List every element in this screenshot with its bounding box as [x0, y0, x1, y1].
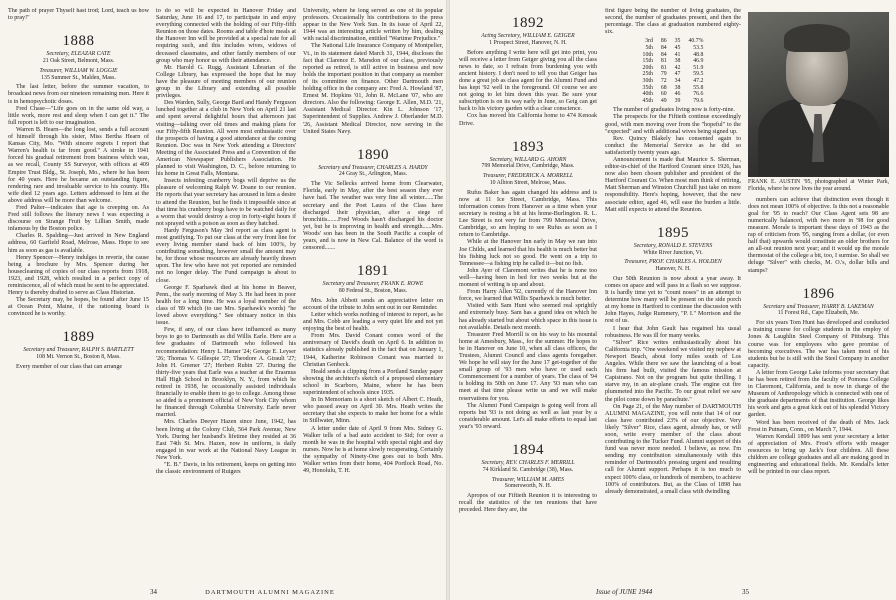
- class-treasurer: Treasurer, WILLIAM M. AMES: [491, 476, 565, 483]
- class-year-heading: 1894: [512, 442, 544, 458]
- table-row: [639, 45, 708, 52]
- class-treasurer-address: Hanover, N. H.: [655, 266, 691, 273]
- class-secretary: Secretary, ELEAZAR CATE: [46, 51, 111, 58]
- table-cell: 60: [660, 91, 667, 98]
- class-secretary: Secretary, REV. CHARLES F. MERRILL: [481, 460, 575, 466]
- table-cell: 41: [674, 51, 681, 58]
- table-cell: 59.5: [693, 71, 704, 78]
- table-cell: 47.2: [693, 77, 704, 84]
- body-paragraph: From Mrs. David Conant comes word of the anniversary of David's death on April 6. In addition to statistics already published in the fact that on January 1, 1944, Katherine Robinson Conant was married to Christian Genbeck.: [303, 333, 443, 368]
- body-paragraph: Mrs. John Abbott sends an appreciative letter on account of the tribute to John sent out in our Reminder.: [303, 297, 443, 311]
- table-cell: 34: [674, 77, 681, 84]
- table-cell: 81: [660, 64, 667, 71]
- table-cell: 68: [660, 84, 667, 91]
- body-paragraph: Our 50th Reunion is now about a year away. It comes on apace and will pass in a flash so we suppose. It is hardly time yet to "count noses" in an attempt to determine how many will be present on the side porch at my home in Hartford to continue the discussion with John Hayes, Judge Rummery, "P. I." Morrison and the rest of us.: [605, 275, 741, 325]
- class-secretary-address: 80 Federal St., Boston, Mass.: [338, 288, 408, 295]
- class-secretary: Acting Secretary, WILLIAM E. GEIGER: [481, 33, 575, 39]
- table-cell: 40th: [642, 91, 653, 98]
- body-paragraph: Apropos of our Fiftieth Reunion it is interesting to recall the statistics of the ten reunions that have preceded. Here they are, the: [459, 493, 597, 514]
- body-paragraph: The prospects for the Fiftieth continue exceedingly good, with men moving over from the "hopeful" to the "expected" and with additional wives being signed up.: [605, 114, 741, 135]
- class-secretary-address: White River Junction, Vt.: [643, 249, 703, 256]
- body-paragraph: Announcement is made that Maurice S. Sherman, editor-in-chief of the Hartford Courant since 1926, has now also been chosen publisher and president of the Hartford Courant Co. When most men think of retiring, Matt Sherman and Winston Churchill just take on more responsibility. Here's hoping, however, that the new associate editor, aged 46, will ease the burden a little. Matt still expects to attend the Reunion.: [605, 156, 741, 213]
- class-secretary: Secretary, WILLARD G. AHORN: [489, 156, 567, 163]
- table-cell: 51.9: [693, 64, 704, 71]
- body-paragraph: Hardy Ferguson's May 3rd report as class agent is most gratifying. To put our class at the very front line for every living member stand back of him 100%, by contributing something, however small the amount may be, for those whose resources are already heavily drawn upon. The few who have not yet reported are reminded not no longer delay. The Fund campaign is about to close.: [156, 227, 296, 284]
- issue-label: Issue of JUNE 1944: [596, 588, 653, 596]
- body-paragraph: numbers can achieve that distinction even though it does not mean 100% of objective. Is this not a reasonable goal for '95 to reach? Our Class Agent sets 98 are numerically balanced, with two more in '98 for good measure. Morale is important these days of 1943 as the rap of criticism from '95, ranging from a dollar, (or even half that) upwards would constitute an older brothers for an all-out reunion next year; and it would up the morale thermostat of the college a bit, too, I surmise. So shall we deluge "Silver" with checks, M. O.'s, dollar bills and stamps?: [748, 196, 889, 274]
- body-paragraph: Cox has moved his California home to 474 Kenoak Drive.: [459, 113, 597, 127]
- left-page: [0, 0, 446, 600]
- table-cell: 20th: [642, 64, 653, 71]
- table-cell: 79: [660, 71, 667, 78]
- class-treasurer: Treasurer, PROF. CHARLES A. HOLDEN: [624, 259, 722, 266]
- body-paragraph: Rev. Quincy Blakely has consented again to conduct the Memorial Service as he did so satisfactorily twenty years ago.: [605, 135, 741, 156]
- class-secretary-address: 108 Mt. Vernon St., Boston 8, Mass.: [36, 354, 121, 361]
- table-cell: 53.5: [693, 44, 704, 51]
- right-column-3: [748, 8, 889, 583]
- body-paragraph: Treasurer Fred Morrill is on his way to his mountal home at Amesbury, Mass., for the summer. He hopes to be in Hanover on June 10, when all class officers, the Trustees, Alumni Council and class agents foregather. We hope he will stay for the June 17 get-together of the small group of '93 men who have or used each Commencement for a number of years. The class of '94 is holding its 50th on June 17. Any '93 man who can meet at that time please write us and we will make reservations for you.: [459, 331, 597, 402]
- class-year-heading: 1889: [62, 329, 95, 346]
- portrait-photo: [748, 12, 889, 177]
- class-treasurer-address: 10 Albion Street, Melrose, Mass.: [489, 180, 567, 187]
- table-row: [639, 65, 708, 72]
- table-row: [639, 85, 708, 92]
- photo-caption: FRANK E. AUSTIN '95, photographed at Winter Park, Florida, where he now lives the year around.: [748, 179, 889, 192]
- page-number: 34: [150, 588, 157, 596]
- class-secretary-address: 1 Prospect Street, Hanover, N. H.: [489, 39, 567, 46]
- body-paragraph: I hear that John Gault has regained his usual robustness. He was ill for many weeks.: [605, 325, 741, 339]
- table-cell: 30th: [642, 77, 653, 84]
- body-paragraph: The Alumni Fund Campaign is going well from all reports but '93 is not doing as well as last year by a considerable amount. Let's all make efforts to equal last year's '93 reward.: [459, 402, 597, 430]
- table-cell: 45th: [642, 97, 653, 104]
- body-paragraph: A letter from George Lake informs your secretary that he has been retired from the faculty of Pomona College in Claremont, California, and is now in charge of the Museum of Anthropology which is connected with one of the graduate departments of that institution. George likes his work and gets a great kick out of his splendid Victory garden.: [748, 369, 889, 419]
- page-number: 35: [742, 588, 749, 596]
- table-cell: 15th: [642, 58, 653, 65]
- class-year-heading: 1888: [62, 33, 95, 50]
- table-cell: 55.8: [693, 84, 704, 91]
- body-paragraph: Charles R. Spalding—Just arrived in New England address, 60 Garfield Road, Melrose, Mass. Hope to see him as soon as gas is available.: [8, 233, 149, 254]
- class-treasurer: Treasurer, WILLIAM W. LOGGIE: [39, 67, 118, 74]
- class-secretary-address: 74 Kirkland St. Cambridge (38), Mass.: [482, 466, 574, 473]
- table-cell: 72: [660, 77, 667, 84]
- body-paragraph: Fred Palter—indicates that age is creeping on. As Fred still follows the literary news I was expecting a discourse on Strange Fruit by Lillian Smith, made infamous by the Boston police.: [8, 204, 149, 233]
- body-paragraph: University, where he long served as one of its popular professors. Occasionally his contributions to the press appear in the New York Sun. In its issue of April 22, 1944 was an interesting article written by him, dealing with racial discrimination, entitled "Wartime Prejudice.": [303, 8, 443, 43]
- class-secretary-address: 799 Memorial Drive, Cambridge, Mass.: [481, 163, 575, 170]
- body-paragraph: Fred Chase—"Life goes on in the same old way, a little work, more rest and sleep when I can get it." The full report is left to our imagination.: [8, 105, 149, 126]
- body-paragraph: John Ayer of Claremont writes that he is none too well—having been in bed for two weeks but at the moment of writing is up and about.: [459, 267, 597, 289]
- table-cell: 40.7%: [688, 38, 704, 45]
- body-paragraph: The Vic Sellecks arrived home from Clearwater, Florida, early in May, after the best season they ever have had. The weather was very fine all winter......The secretary and the Poet Laura of the Class have discharged their physician, after a siege of bronchitis.......Fred Woods hasn't discharged his doctor yet, but he is improving in health and strength......Mrs. Woods' son has been in the South Pacific a couple of years, and is now in New Cal. Balance of the word is censored.......: [303, 181, 443, 252]
- table-cell: 5th: [645, 44, 653, 51]
- class-secretary-address: 24 Gray St., Arlington, Mass.: [338, 171, 408, 178]
- class-year-heading: 1895: [657, 224, 689, 241]
- class-secretary-address: 11 Forest Rd., Cape Elizabeth, Me.: [777, 310, 860, 317]
- class-year-heading: 1896: [802, 285, 835, 302]
- body-paragraph: Before anything I write here will get into print, you will receive a letter from Geiger giving you all the class news to date, so I refrain from burdening you with ancient history. I don't need to tell you that Geiger has done a great job as class agent for the Alumni Fund and has kept '92 well in the foreground. Of course we are not going to let him down this year. Be sure your subscription is on its way early in June, so Geig can get back to his victory garden with a clear conscience.: [459, 49, 597, 113]
- body-paragraph: Letter which works nothing of interest to report, as he and Mrs. Cobb are leading a very quiet life and not yet enjoying the best of health.: [303, 312, 443, 333]
- body-paragraph: Rufus Baker has again changed his address and is now at 11 Ice Street, Cambridge, Mass. This information comes from Hanover as a time when your secretary is resting a bit at his home-Burlington. R. L. Lee Street is not very far from 799 Memorial Drive, Cambridge, so am hoping to see Rufus as soon as I return to Cambridge.: [459, 189, 597, 239]
- class-year-heading: 1891: [357, 263, 389, 280]
- table-row: [639, 71, 708, 78]
- body-paragraph: Des Warden, Sully, George Bard and Handy Ferguson lunched together at a club in New York on April 21 last and spent several delightful hours that afternoon just visiting—talking over old times and making plans for our Fifty-fifth Reunion. All were most enthusiastic over the prospects of having a good attendance at the coming Reunion. Doc was in New York attending a Directors' Meeting of the Associated Press and a Convention of the American Newspaper Publishers Association. He planned to visit Washington, D. C., before returning to his home in Great Falls, Montana.: [156, 100, 296, 178]
- class-treasurer-address: Somersworth, N. H.: [504, 483, 552, 490]
- body-paragraph: While at the Hanover Inn early in May we ran into Joe Childs, and learned that his health is much better but his fishing luck not so good. He went on a trip to Tennessee—a fishing trip he called it—but no fish.: [459, 239, 597, 267]
- table-row: [639, 38, 708, 45]
- class-secretary: Secretary and Treasurer, CHARLES A. HARDY: [318, 164, 428, 171]
- table-row: [639, 91, 708, 98]
- body-paragraph: George F. Sparhawk died at his home in Beaver, Penn., the early morning of May 3. He had been in poor health for a long time. He was a loyal member of the class of '89 which (to use Mrs. Sparhawk's words) "he loved above everything." See obituary notice in this issue.: [156, 284, 296, 327]
- class-treasurer-address: 135 Summer St., Malden, Mass.: [41, 74, 116, 81]
- body-paragraph: Warren B. Hearn—the long lost, sends a full account of himself through his sister, Miss Bertha Hearn of Kansas City, Mo. "With sincere regrets I report that Warren's health is far from good." A stroke in 1941 forced his gradual retirement from business which was, as we recall, County SS Surveyor, with offices at 409 Empire Trust Bldg., St. Joseph, Mo., where he has been for 40 years. Here he became an outstanding figure, rendering rare and invaluable service to his county. His wife died 12 years ago. Letters addressed to him at the above address will be more than welcome.: [8, 126, 149, 204]
- table-cell: 46.9: [693, 58, 704, 65]
- class-secretary: Secretary and Treasurer, FRANK E. ROWE: [322, 281, 424, 288]
- body-paragraph: Mr. Harold G. Rugg, Assistant Librarian of the College Library, has expressed the hope that he may have the pleasure of meeting members of our reunion group in the Library and extending all possible privileges.: [156, 64, 296, 100]
- class-year-heading: 1890: [357, 146, 389, 163]
- table-cell: 38: [674, 84, 681, 91]
- body-paragraph: Henry Spencer—Henry indulges in reverie, the cause being a brochure by Mrs. Spencer during her housecleaning of copies of our class reports from 1918, 1923, and 1928, which resulted in a perfect copy of reminiscence, all of which must be sent to be appreciated. Henry is thereby drafted to serve as Class Historian.: [8, 254, 149, 297]
- body-paragraph: Insects infesting cranberry bogs will deprive us the pleasure of welcoming Ralph W. Doane to our reunion. He reports that year secretary has aroused in him a desire to attend the Reunion, but he finds it impossible since at that time his cranberry bogs have to be watched daily for a worm that would destroy a crop in forty-eight hours if not sprayed with a poison as soon as they hatched.: [156, 178, 296, 227]
- body-paragraph: Every member of our class that can arrange: [16, 364, 123, 371]
- body-paragraph: Heald sends a clipping from a Portland Sunday paper showing the architect's sketch of a proposed elementary school in Scarboro, Maine, where he has been superintendent of schools since 1935.: [303, 368, 443, 397]
- body-paragraph: On Page 21, of the May number of DARTMOUTH ALUMNI MAGAZINE, you will note that 14 of our class have contributed 23% of our objective. Very likely "Silver" Rice, class agent, already has, or will soon, write every member of the class about contributing to the Tucker Fund. Alumni support of this fund was never more needed. I believe, as now. I'm sending my contribution simultaneously with this reminder of Dartmouth's pressing urgent and resulting call for Alumni support. Perhaps it is too much to expect 100% class, or hundreds of members, to achieve 100% of contributors. But, as the Class of 1898 has already demonstrated, a small class with dwindling: [605, 403, 741, 495]
- table-cell: 86: [660, 38, 667, 45]
- body-paragraph: "E. B." Davis, in his retirement, keeps on getting into the classic environment of Rutgers: [156, 462, 296, 476]
- table-cell: 46: [674, 91, 681, 98]
- class-secretary: Secretary and Treasurer, HARRY B. LAKEMAN: [763, 303, 874, 310]
- body-paragraph: Visited with Sam Hunt who seemed real sprightly and extremely busy. Sam has a grand idea on which he has already started but about which space in this issue is not available. Details next month.: [459, 303, 597, 331]
- table-row: [639, 78, 708, 85]
- body-paragraph: The path of prayer Thyself hast trod; Lord, teach us how to pray!": [8, 8, 149, 22]
- right-page: [450, 0, 896, 600]
- table-cell: 3rd: [645, 38, 653, 45]
- portrait-hair: [784, 24, 850, 52]
- body-paragraph: Mrs. Charles Deeyer Hazen since June, 1942, has been living at the Colony Club, 564 Park Avenue, New York. During her husband's lifetime they resided at 36 East 74th St. Mrs. Hazen, now in uniform, is daily engaged in war work at the National Navy League in New York.: [156, 419, 296, 461]
- left-column-1: [8, 8, 149, 590]
- class-secretary: Secretary and Treasurer, RALPH S. BARTLETT: [23, 347, 134, 354]
- table-cell: 42: [674, 64, 681, 71]
- table-row: [639, 98, 708, 105]
- table-cell: 35th: [642, 84, 653, 91]
- table-cell: 25th: [642, 71, 653, 78]
- table-cell: 49: [660, 97, 667, 104]
- right-column-1: [459, 8, 597, 583]
- class-year-heading: 1893: [512, 138, 544, 155]
- table-cell: 10th: [642, 51, 653, 58]
- body-paragraph: "Silver" Rice writes enthusiastically about his California trip. "One weekend we visited my nephew at Newport Beach, about forty miles south of Los Angeles. While there we saw the launching of a boat his firm had built, visited the famous mission at Capistrano. Not on the program but quite thrilling. I starve my, in an air-plane crash. The engine cut fire plummeted into the Pacific. To our great relief we saw the pilot come down by parachute.": [605, 339, 741, 403]
- left-column-3: [303, 8, 443, 590]
- body-paragraph: In In Memoriam is a short sketch of Albert C. Heath, who passed away on April 30. Mrs. Heath writes the secretary that she expects to make her home for a while in Stillwater, Minn.: [303, 397, 443, 425]
- table-cell: 84: [660, 44, 667, 51]
- body-paragraph: Word has been received of the death of Mrs. Jack Frost in Putnam, Conn., on March 7, 1944.: [748, 419, 889, 433]
- body-paragraph: A letter under date of April 9 from Mrs. Sidney G. Walker tells of a bad auto accident to Sid; for over a month he was in the hospital with special night and day nurses. Now he is at home slowly recuperating. Certainly the sympathy of Ninety-One goes out to both Mrs. Walker writes from their home, 404 Portlock Road, No. 49, Honolulu, T. H.: [303, 425, 443, 475]
- right-column-2: [605, 8, 741, 583]
- table-cell: 35: [674, 38, 681, 45]
- table-cell: 45: [674, 44, 681, 51]
- reunion-statistics-table: [639, 38, 708, 104]
- table-cell: 76.6: [693, 91, 704, 98]
- body-paragraph: Warren Kendall 1899 has sent your secretary a letter of appreciation of Mrs. Frost's efforts with meager resources to bring up Jack's four children. All these children are college graduates and all are making good in engineering and educational fields. Mr. Kendall's letter will be printed in our class report.: [748, 433, 889, 476]
- class-secretary: Secretary, RONALD E. STEVENS: [633, 242, 713, 249]
- body-paragraph: The National Life Insurance Company of Montpelier, Vt., in its statement dated March 31, 1944, discloses the fact that Clarence E. Marsdon of our class, previously reported as retired, is still active in business and now holds the important position in that company as member of its committee on finance. Other Dartmouth men holding office in the company are: Fred A. Howland '87, Ernest M. Hopkins '01, John R. McLane '07, who are directors. Also the following: George E. Allen, M.D. '21, Assistant Medical Director. Kin L. Johnson '17, Superintendent of Supplies. Andrew J. Oberlander M.D. '26, Assistant Medical Director, now serving in the United States Navy.: [303, 43, 443, 135]
- table-row: [639, 58, 708, 65]
- class-secretary-address: 21 Oak Street, Belmont, Mass.: [42, 57, 115, 64]
- body-paragraph: The last letter, before the summer vacation, to broadcast news from our nineteen remaining men. Here it is in hemopsychotic doses.: [8, 84, 149, 105]
- table-cell: 39: [674, 97, 681, 104]
- table-cell: 47: [674, 71, 681, 78]
- table-cell: 84: [660, 51, 667, 58]
- table-cell: 48.8: [693, 51, 704, 58]
- body-paragraph: first figure being the number of living graduates, the second, the number of graduates present, and then the percentage. The class at graduation numbered eighty-six.: [605, 8, 741, 36]
- body-paragraph: Few, if any, of our class have influenced as many boys to go to Dartmouth as did Willis Earle. Here are a few graduates of Dartmouth who followed his recommendation: Henry L. Hamer '24; George E. Leyser '26; Thomas V. Gillespie '27; Theodore A. Girault '27; John H. Greener '27; Herbert Rubin '27. During the thirty-five years that Earle was a teacher at the Erasmus Hall High School in Brooklyn, N. Y., from which he retired in 1938, he occasionally assisted individuals financially to enable them to go to college. Among those so aided is a prominent official of New York City whom he financed through Columbia University. Earle never married.: [156, 327, 296, 419]
- body-paragraph: The Secretary may, be hopes, be found after June 15 at Ocean Point, Maine, if the rationing board is convinced he is worthy.: [8, 297, 149, 318]
- table-cell: 38: [674, 58, 681, 65]
- table-cell: 79.6: [693, 97, 704, 104]
- class-treasurer: Treasurer, FREDERICK A. MORRELL: [482, 173, 574, 180]
- left-column-2: [156, 8, 296, 590]
- body-paragraph: to do so will be expected in Hanover Friday and Saturday, June 16 and 17, to participate in and enjoy everything connected with the holding of our Fifty-fifth Reunion on those dates. Rooms and table d'hote meals at the Hanover Inn will be provided at a special rate for all requiring such, and this includes wives, widows of deceased classmates, and other family members of our group who may honor us with their attendance.: [156, 8, 296, 64]
- magazine-title: DARTMOUTH ALUMNI MAGAZINE: [205, 589, 335, 596]
- body-paragraph: For six years Tom Hunt has developed and conducted a training course for college students in the employ of Jones & Laughlin Steel Company of Pittsburg. This course was for employees who gave promise of becoming executives. The war has taken most of his students but he is still with the Steel Company in another capacity.: [748, 320, 889, 369]
- table-cell: 81: [660, 58, 667, 65]
- body-paragraph: From Harry Allen '92, currently of the Hanover Inn force, we learned that Willis Sparhawk is much better.: [459, 289, 597, 303]
- table-row: [639, 52, 708, 59]
- body-paragraph: The number of graduates living now is forty-nine.: [613, 107, 735, 114]
- class-year-heading: 1892: [512, 15, 544, 31]
